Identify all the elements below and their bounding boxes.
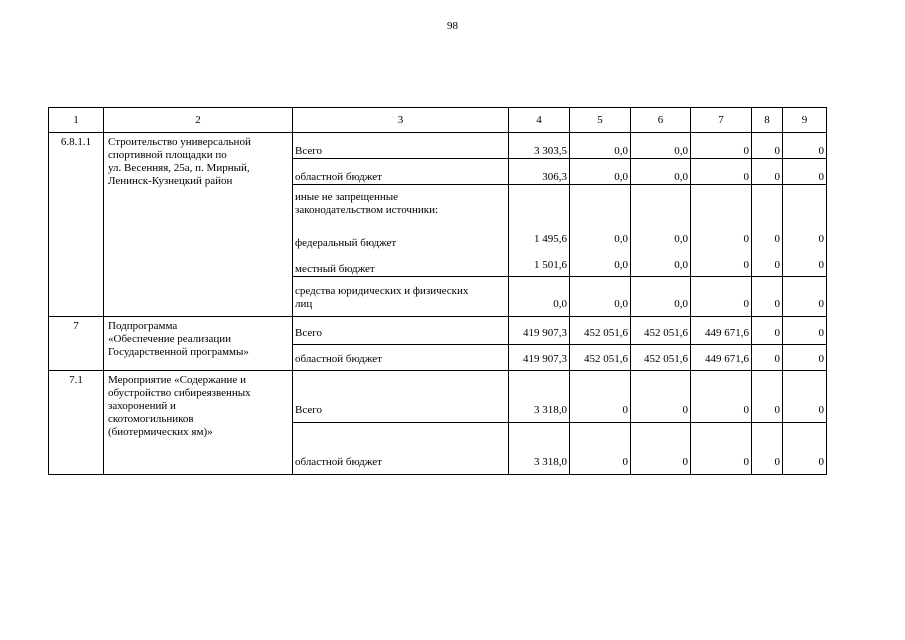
header-cell: 6 bbox=[631, 108, 691, 133]
value-cell: 0 bbox=[691, 277, 752, 317]
value-cell: 3 303,5 bbox=[509, 133, 570, 159]
value-cell: 0 bbox=[783, 133, 827, 159]
value-cell: 0 bbox=[752, 345, 783, 371]
name-line: Мероприятие «Содержание и bbox=[108, 374, 246, 386]
header-cell: 1 bbox=[49, 108, 104, 133]
name-line: Подпрограмма bbox=[108, 320, 178, 332]
value-cell: 0,0 bbox=[631, 277, 691, 317]
value-line: 0 bbox=[818, 233, 824, 245]
value-cell: 0 bbox=[752, 423, 783, 475]
header-cell: 7 bbox=[691, 108, 752, 133]
value-cell: 0,0 bbox=[570, 133, 631, 159]
value-cell: 0 bbox=[752, 317, 783, 345]
value-cell: 0 bbox=[752, 371, 783, 423]
header-cell: 3 bbox=[293, 108, 509, 133]
name-line: «Обеспечение реализации bbox=[108, 333, 232, 345]
source-cell: Всего bbox=[293, 133, 509, 159]
header-cell: 5 bbox=[570, 108, 631, 133]
value-cell: 0 bbox=[691, 371, 752, 423]
name-line: ул. Весенняя, 25а, п. Мирный, bbox=[108, 162, 250, 174]
value-cell: 0 bbox=[631, 423, 691, 475]
row-name bbox=[104, 133, 293, 317]
value-line: 0 bbox=[743, 233, 749, 245]
value-cell bbox=[752, 185, 783, 277]
name-line: Государственной программы» bbox=[108, 346, 249, 358]
row-name bbox=[104, 371, 293, 475]
source-cell: Всего bbox=[293, 317, 509, 345]
page-number: 98 bbox=[447, 20, 458, 32]
value-line: 0,0 bbox=[674, 233, 688, 245]
value-cell: 452 051,6 bbox=[631, 345, 691, 371]
row-code: 7.1 bbox=[49, 371, 104, 475]
source-line: федеральный бюджет bbox=[295, 237, 397, 249]
row-code: 6.8.1.1 bbox=[49, 133, 104, 317]
value-cell: 452 051,6 bbox=[570, 345, 631, 371]
value-line: 1 495,6 bbox=[534, 233, 567, 245]
value-cell: 0,0 bbox=[570, 277, 631, 317]
value-line: 0 bbox=[818, 259, 824, 271]
value-line: 0,0 bbox=[614, 233, 628, 245]
source-cell bbox=[293, 277, 509, 317]
value-line: 0 bbox=[774, 259, 780, 271]
value-cell: 0 bbox=[570, 371, 631, 423]
value-cell: 419 907,3 bbox=[509, 345, 570, 371]
value-cell: 0 bbox=[783, 423, 827, 475]
source-cell: областной бюджет bbox=[293, 345, 509, 371]
value-cell bbox=[631, 185, 691, 277]
value-line: 0 bbox=[774, 233, 780, 245]
row-name bbox=[104, 317, 293, 371]
header-cell: 2 bbox=[104, 108, 293, 133]
value-cell: 452 051,6 bbox=[631, 317, 691, 345]
value-cell: 0,0 bbox=[509, 277, 570, 317]
source-line: законодательством источники: bbox=[295, 204, 439, 216]
header-cell: 8 bbox=[752, 108, 783, 133]
source-line: иные не запрещенные bbox=[295, 191, 399, 203]
value-cell: 0 bbox=[783, 371, 827, 423]
value-cell: 0,0 bbox=[631, 159, 691, 185]
value-cell: 452 051,6 bbox=[570, 317, 631, 345]
source-line: лиц bbox=[295, 298, 313, 310]
source-line: местный бюджет bbox=[295, 263, 375, 275]
value-cell: 3 318,0 bbox=[509, 423, 570, 475]
value-cell: 419 907,3 bbox=[509, 317, 570, 345]
value-cell: 0 bbox=[783, 345, 827, 371]
value-cell: 449 671,6 bbox=[691, 345, 752, 371]
value-cell: 0,0 bbox=[570, 159, 631, 185]
value-cell: 0 bbox=[783, 277, 827, 317]
table-row bbox=[49, 317, 827, 345]
name-line: захоронений и bbox=[108, 400, 176, 412]
header-cell: 4 bbox=[509, 108, 570, 133]
source-cell: областной бюджет bbox=[293, 159, 509, 185]
value-cell: 0 bbox=[752, 277, 783, 317]
name-line: спортивной площадки по bbox=[108, 149, 227, 161]
value-line: 0,0 bbox=[614, 259, 628, 271]
value-line: 0,0 bbox=[674, 259, 688, 271]
header-cell: 9 bbox=[783, 108, 827, 133]
name-line: (биотермических ям)» bbox=[108, 426, 213, 438]
value-cell: 0 bbox=[691, 423, 752, 475]
value-cell bbox=[570, 185, 631, 277]
source-line: средства юридических и физических bbox=[295, 285, 469, 297]
value-cell bbox=[509, 185, 570, 277]
value-cell: 0 bbox=[691, 159, 752, 185]
value-line: 0 bbox=[743, 259, 749, 271]
value-cell: 3 318,0 bbox=[509, 371, 570, 423]
value-cell bbox=[691, 185, 752, 277]
name-line: Ленинск-Кузнецкий район bbox=[108, 175, 233, 187]
value-cell: 0,0 bbox=[631, 133, 691, 159]
value-cell: 0 bbox=[752, 133, 783, 159]
name-line: обустройство сибиреязвенных bbox=[108, 387, 251, 399]
value-cell: 0 bbox=[783, 159, 827, 185]
value-cell bbox=[783, 185, 827, 277]
source-cell bbox=[293, 185, 509, 277]
value-cell: 449 671,6 bbox=[691, 317, 752, 345]
row-code: 7 bbox=[49, 317, 104, 371]
value-cell: 0 bbox=[783, 317, 827, 345]
value-cell: 0 bbox=[691, 133, 752, 159]
value-line: 1 501,6 bbox=[534, 259, 567, 271]
table-row bbox=[49, 371, 827, 423]
source-cell: Всего bbox=[293, 371, 509, 423]
value-cell: 306,3 bbox=[509, 159, 570, 185]
name-line: скотомогильников bbox=[108, 413, 194, 425]
header-row bbox=[49, 108, 827, 133]
value-cell: 0 bbox=[570, 423, 631, 475]
name-line: Строительство универсальной bbox=[108, 136, 251, 148]
value-cell: 0 bbox=[752, 159, 783, 185]
table-row bbox=[49, 133, 827, 159]
value-cell: 0 bbox=[631, 371, 691, 423]
source-cell: областной бюджет bbox=[293, 423, 509, 475]
budget-table bbox=[48, 107, 827, 475]
